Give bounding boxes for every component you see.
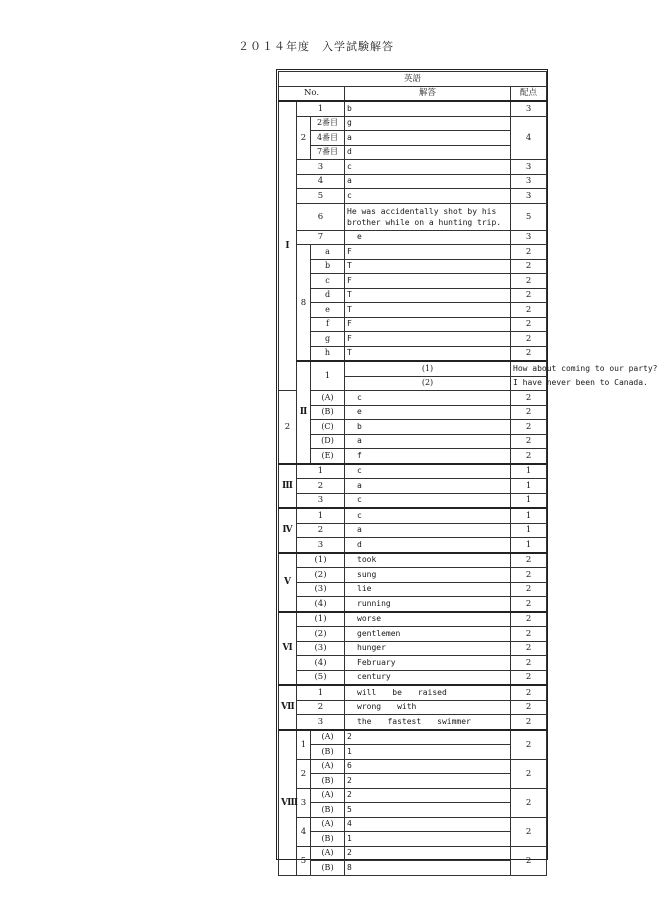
question-no: 3 xyxy=(297,493,345,508)
answer-cell: 1 xyxy=(345,745,511,760)
points-cell: 2 xyxy=(511,759,547,788)
page-title: ２０１４年度 入学試験解答 xyxy=(238,40,394,53)
question-no: 5 xyxy=(297,846,311,875)
table-row xyxy=(279,685,547,700)
section-label-7: Ⅶ xyxy=(279,685,297,730)
sub-label: (B) xyxy=(311,861,345,876)
answer-cell: 4 xyxy=(345,817,511,832)
points-cell: 3 xyxy=(511,174,547,189)
question-no: (3) xyxy=(297,641,345,656)
points-cell: 2 xyxy=(511,434,547,449)
table-row xyxy=(279,788,547,803)
answer-cell: 2 xyxy=(345,774,511,789)
question-no: 2 xyxy=(279,391,297,464)
answer-cell: will be raised xyxy=(345,685,511,700)
table-row xyxy=(279,420,547,435)
table-row xyxy=(279,449,547,464)
sub-label: h xyxy=(311,346,345,361)
table-row xyxy=(279,846,547,861)
answer-cell: wrong with xyxy=(345,700,511,715)
answer-cell: How about coming to our party? xyxy=(511,361,547,376)
table-row xyxy=(279,245,547,260)
points-cell: 3 xyxy=(511,230,547,245)
points-cell: 1 xyxy=(511,479,547,494)
table-row xyxy=(279,479,547,494)
answer-cell: a xyxy=(345,479,511,494)
answer-cell: c xyxy=(345,391,511,406)
answer-cell: 2 xyxy=(345,730,511,745)
table-row xyxy=(279,332,547,347)
points-cell: 1 xyxy=(511,508,547,523)
answer-cell: running xyxy=(345,597,511,612)
points-cell: 2 xyxy=(511,288,547,303)
sub-label: 4番目 xyxy=(311,131,345,146)
answer-cell: g xyxy=(345,116,511,131)
answer-cell: F xyxy=(345,274,511,289)
sub-label: (B) xyxy=(311,832,345,847)
answer-cell: took xyxy=(345,553,511,568)
question-no: 3 xyxy=(297,160,345,175)
table-row xyxy=(279,145,547,160)
answer-cell: T xyxy=(345,259,511,274)
table-row xyxy=(279,817,547,832)
sub-label: 7番目 xyxy=(311,145,345,160)
sub-label: g xyxy=(311,332,345,347)
points-cell: 2 xyxy=(511,317,547,332)
question-no: 2 xyxy=(297,759,311,788)
section-label-8: Ⅷ xyxy=(279,730,297,876)
answer-cell: 2 xyxy=(345,788,511,803)
table-row xyxy=(279,803,547,818)
table-row xyxy=(279,274,547,289)
answer-cell: T xyxy=(345,346,511,361)
table-row xyxy=(279,627,547,642)
answer-cell: e xyxy=(345,230,511,245)
question-no: (5) xyxy=(297,670,345,685)
answer-cell: sung xyxy=(345,568,511,583)
table-row xyxy=(279,523,547,538)
header-answer: 解答 xyxy=(345,86,511,101)
answer-cell: c xyxy=(345,508,511,523)
sub-label: c xyxy=(311,274,345,289)
points-cell: 2 xyxy=(511,670,547,685)
answer-cell: 1 xyxy=(345,832,511,847)
answer-cell: I have never been to Canada. xyxy=(511,376,547,391)
answer-cell: a xyxy=(345,434,511,449)
points-cell: 3 xyxy=(511,101,547,116)
table-row xyxy=(279,759,547,774)
points-cell: 2 xyxy=(511,420,547,435)
answer-cell: lie xyxy=(345,582,511,597)
question-no: (1) xyxy=(297,553,345,568)
question-no: 1 xyxy=(297,508,345,523)
question-no: 7 xyxy=(297,230,345,245)
sub-label: d xyxy=(311,288,345,303)
points-cell: 1 xyxy=(511,538,547,553)
table-row xyxy=(279,715,547,730)
points-cell: 4 xyxy=(511,116,547,160)
subject-title: 英語 xyxy=(279,72,547,87)
answer-cell: hunger xyxy=(345,641,511,656)
answer-cell: February xyxy=(345,656,511,671)
table-row xyxy=(279,203,547,230)
question-no: 1 xyxy=(297,464,345,479)
points-cell: 2 xyxy=(511,715,547,730)
points-cell: 1 xyxy=(511,523,547,538)
answer-cell: c xyxy=(345,160,511,175)
answer-cell: worse xyxy=(345,612,511,627)
answer-table xyxy=(278,71,658,876)
points-cell: 2 xyxy=(511,656,547,671)
sub-label: (2) xyxy=(345,376,511,391)
question-no: 2 xyxy=(297,116,311,160)
sub-label: (E) xyxy=(311,449,345,464)
points-cell: 3 xyxy=(511,189,547,204)
table-row xyxy=(279,464,547,479)
answer-cell: 6 xyxy=(345,759,511,774)
answer-cell: century xyxy=(345,670,511,685)
table-row xyxy=(279,597,547,612)
answer-cell: T xyxy=(345,303,511,318)
section-label-5: Ⅴ xyxy=(279,553,297,612)
table-row xyxy=(279,434,547,449)
sub-label: e xyxy=(311,303,345,318)
answer-cell: F xyxy=(345,245,511,260)
points-cell: 2 xyxy=(511,817,547,846)
table-row xyxy=(279,612,547,627)
points-cell: 2 xyxy=(511,582,547,597)
question-no: 2 xyxy=(297,700,345,715)
points-cell: 2 xyxy=(511,568,547,583)
header-row xyxy=(279,86,547,101)
question-no: 2 xyxy=(297,479,345,494)
answer-cell: d xyxy=(345,538,511,553)
table-row xyxy=(279,538,547,553)
table-row xyxy=(279,189,547,204)
points-cell: 2 xyxy=(511,641,547,656)
table-row xyxy=(279,568,547,583)
table-row xyxy=(279,174,547,189)
answer-cell: a xyxy=(345,523,511,538)
answer-cell: d xyxy=(345,145,511,160)
answer-cell: f xyxy=(345,449,511,464)
sub-label: (C) xyxy=(311,420,345,435)
table-row xyxy=(279,861,547,876)
sub-label: (A) xyxy=(311,391,345,406)
points-cell: 2 xyxy=(511,846,547,875)
sub-label: (B) xyxy=(311,803,345,818)
question-no: (4) xyxy=(297,656,345,671)
answer-cell: 2 xyxy=(345,846,511,861)
question-no: 4 xyxy=(297,174,345,189)
table-row xyxy=(279,131,547,146)
table-row xyxy=(279,391,547,406)
sub-label: (B) xyxy=(311,745,345,760)
header-points: 配点 xyxy=(511,86,547,101)
answer-cell: b xyxy=(345,101,511,116)
points-cell: 2 xyxy=(511,597,547,612)
points-cell: 2 xyxy=(511,259,547,274)
sub-label: (A) xyxy=(311,817,345,832)
sub-label: b xyxy=(311,259,345,274)
answer-cell: c xyxy=(345,464,511,479)
table-row xyxy=(279,730,547,745)
section-label-2: Ⅱ xyxy=(297,361,311,464)
question-no: (1) xyxy=(297,612,345,627)
points-cell: 2 xyxy=(511,245,547,260)
points-cell: 2 xyxy=(511,627,547,642)
table-row xyxy=(279,553,547,568)
sub-label: (A) xyxy=(311,759,345,774)
points-cell: 2 xyxy=(511,700,547,715)
table-row xyxy=(279,641,547,656)
sub-label: (B) xyxy=(311,774,345,789)
question-no: 3 xyxy=(297,788,311,817)
sub-label: f xyxy=(311,317,345,332)
table-row xyxy=(279,317,547,332)
answer-cell: F xyxy=(345,332,511,347)
points-cell: 2 xyxy=(511,788,547,817)
sub-label: (A) xyxy=(311,846,345,861)
question-no: (3) xyxy=(297,582,345,597)
table-row xyxy=(279,656,547,671)
question-no: 2 xyxy=(297,523,345,538)
question-no: 1 xyxy=(297,685,345,700)
question-no: 5 xyxy=(297,189,345,204)
answer-cell: the fastest swimmer xyxy=(345,715,511,730)
answer-cell: gentlemen xyxy=(345,627,511,642)
points-cell: 2 xyxy=(511,730,547,760)
answer-cell: c xyxy=(345,189,511,204)
points-cell: 2 xyxy=(511,346,547,361)
answer-cell: a xyxy=(345,174,511,189)
section-label-6: Ⅵ xyxy=(279,612,297,686)
table-row xyxy=(279,493,547,508)
sub-label: (D) xyxy=(311,434,345,449)
question-no: 3 xyxy=(297,538,345,553)
table-row xyxy=(279,230,547,245)
table-row xyxy=(279,361,547,376)
table-row xyxy=(279,116,547,131)
points-cell: 2 xyxy=(511,274,547,289)
sub-label: (A) xyxy=(311,788,345,803)
question-no: 1 xyxy=(311,361,345,391)
table-row xyxy=(279,405,547,420)
answer-cell: c xyxy=(345,493,511,508)
table-row xyxy=(279,346,547,361)
table-row xyxy=(279,700,547,715)
question-no: 8 xyxy=(297,245,311,362)
sub-label: (A) xyxy=(311,730,345,745)
points-cell: 2 xyxy=(511,553,547,568)
header-no: No. xyxy=(279,86,345,101)
question-no: (2) xyxy=(297,627,345,642)
answer-cell: a xyxy=(345,131,511,146)
question-no: 1 xyxy=(297,730,311,760)
section-label-4: Ⅳ xyxy=(279,508,297,553)
points-cell: 2 xyxy=(511,332,547,347)
table-row xyxy=(279,288,547,303)
points-cell: 5 xyxy=(511,203,547,230)
answer-cell: T xyxy=(345,288,511,303)
question-no: 3 xyxy=(297,715,345,730)
section-label-1: Ⅰ xyxy=(279,101,297,391)
table-row xyxy=(279,160,547,175)
sub-label: (1) xyxy=(345,361,511,376)
question-no: 4 xyxy=(297,817,311,846)
points-cell: 2 xyxy=(511,303,547,318)
table-row xyxy=(279,303,547,318)
answer-cell: 5 xyxy=(345,803,511,818)
sub-label: (B) xyxy=(311,405,345,420)
answer-cell: b xyxy=(345,420,511,435)
question-no: 6 xyxy=(297,203,345,230)
answer-cell: F xyxy=(345,317,511,332)
answer-cell: 8 xyxy=(345,861,511,876)
section-label-3: Ⅲ xyxy=(279,464,297,509)
table-row xyxy=(279,508,547,523)
points-cell: 1 xyxy=(511,464,547,479)
answer-cell: He was accidentally shot by his brother while on a hunting trip. xyxy=(345,203,511,230)
question-no: 1 xyxy=(297,101,345,116)
answer-cell: e xyxy=(345,405,511,420)
question-no: (4) xyxy=(297,597,345,612)
sub-label: 2番目 xyxy=(311,116,345,131)
subject-row xyxy=(279,72,547,87)
points-cell: 2 xyxy=(511,449,547,464)
table-row xyxy=(279,745,547,760)
points-cell: 3 xyxy=(511,160,547,175)
points-cell: 2 xyxy=(511,685,547,700)
points-cell: 2 xyxy=(511,391,547,406)
table-row xyxy=(279,832,547,847)
table-row xyxy=(279,101,547,116)
table-row xyxy=(279,774,547,789)
sub-label: a xyxy=(311,245,345,260)
points-cell: 1 xyxy=(511,493,547,508)
table-row xyxy=(279,582,547,597)
question-no: (2) xyxy=(297,568,345,583)
table-row xyxy=(279,670,547,685)
table-row xyxy=(279,259,547,274)
points-cell: 2 xyxy=(511,612,547,627)
points-cell: 2 xyxy=(511,405,547,420)
